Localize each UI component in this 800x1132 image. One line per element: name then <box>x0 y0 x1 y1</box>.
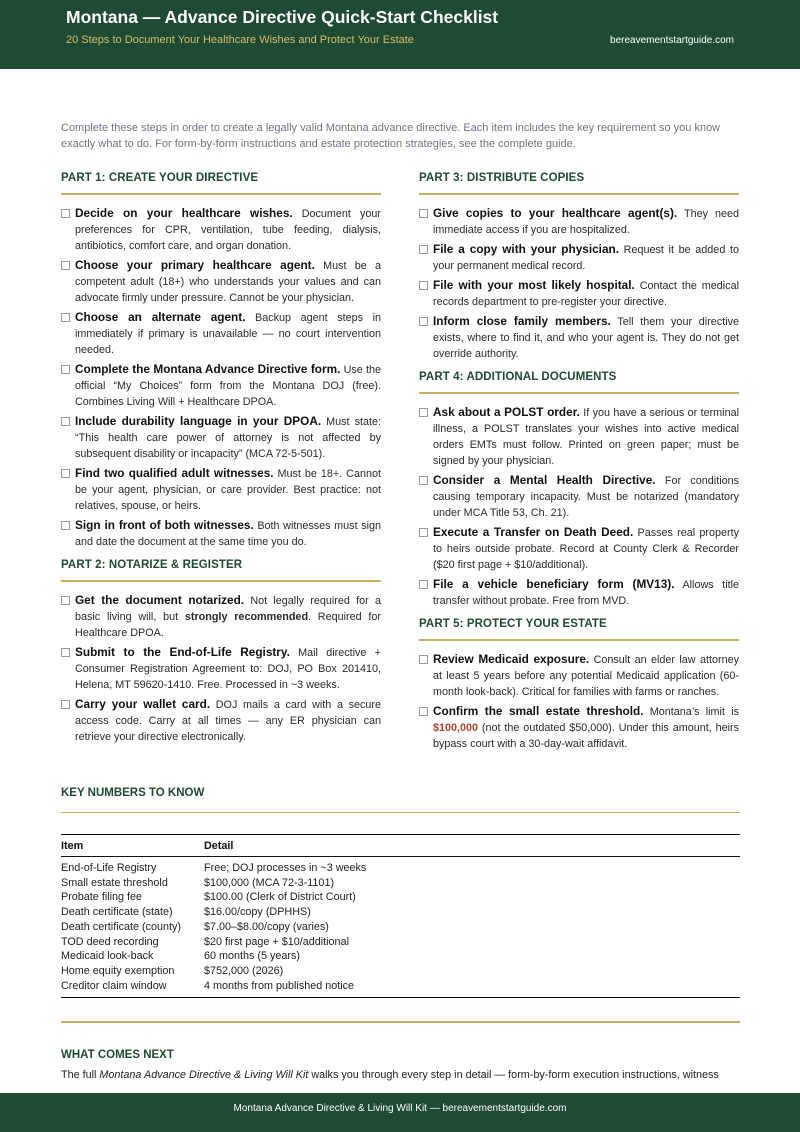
part-2-heading: PART 2: NOTARIZE & REGISTER <box>61 559 381 582</box>
checklist-item: File with your most likely hospital. Contact the medical records department to pre-register your directive. <box>419 277 739 310</box>
checkbox[interactable] <box>61 469 70 478</box>
table-row: Small estate threshold $100,000 (MCA 72-3-1101) <box>61 876 335 889</box>
checklist-item: Consider a Mental Health Directive. For conditions causing temporary incapacity. Must be notarized (mandatory under MCA Title 53, Ch. 21). <box>419 472 739 521</box>
checkbox[interactable] <box>419 476 428 485</box>
checklist-item: File a copy with your physician. Request it be added to your permanent medical record. <box>419 241 739 274</box>
table-row: Medicaid look-back 60 months (5 years) <box>61 950 301 963</box>
page-header <box>0 0 800 69</box>
section-divider <box>61 1021 740 1023</box>
checklist-item: Get the document notarized. Not legally required for a basic living will, but strongly recommended. Required for Healthcare DPOA. <box>61 592 381 641</box>
part-3-heading: PART 3: DISTRIBUTE COPIES <box>419 172 739 195</box>
intro-paragraph: Complete these steps in order to create a legally valid Montana advance directive. Each item includes the key requirement so you know exactly what to do. For form-by-form instructions and estate protection strategies, see the complete guide. <box>61 122 721 150</box>
part-4-list <box>419 404 739 609</box>
table-row: Death certificate (county) $7.00–$8.00/copy (varies) <box>61 920 329 933</box>
checkbox[interactable] <box>61 596 70 605</box>
checklist-item: Choose an alternate agent. Backup agent steps in immediately if primary is unavailable — no court intervention needed. <box>61 309 381 358</box>
part-3-list <box>419 205 739 362</box>
part-4-heading: PART 4: ADDITIONAL DOCUMENTS <box>419 371 739 394</box>
checklist-item: Sign in front of both witnesses. Both witnesses must sign and date the document at the same time you do. <box>61 517 381 550</box>
checkbox[interactable] <box>61 209 70 218</box>
key-numbers-table <box>61 834 740 998</box>
checklist-item: Decide on your healthcare wishes. Document your preferences for CPR, ventilation, tube feeding, dialysis, antibiotics, comfort care, and organ donation. <box>61 205 381 254</box>
checklist-item: Confirm the small estate threshold. Montana’s limit is $100,000 (not the outdated $50,000). Under this amount, heirs bypass court with a 30-day-wait affidavit. <box>419 703 739 752</box>
checklist-item: Review Medicaid exposure. Consult an elder law attorney at least 5 years before any potential Medicaid application (60-month look-back). Critical for families with farms or ranches. <box>419 651 739 700</box>
what-comes-next-heading: WHAT COMES NEXT <box>61 1049 174 1061</box>
checklist-item: Find two qualified adult witnesses. Must be 18+. Cannot be your agent, physician, or care provider. Best practice: not relatives, spouse, or heirs. <box>61 465 381 514</box>
column-header-detail: Detail <box>204 835 740 857</box>
checkbox[interactable] <box>61 521 70 530</box>
checkbox[interactable] <box>419 580 428 589</box>
checkbox[interactable] <box>419 655 428 664</box>
checklist-item: Inform close family members. Tell them your directive exists, where to find it, and who your agent is. They do not get override authority. <box>419 313 739 362</box>
estate-threshold-value: $100,000 <box>433 722 479 734</box>
checkbox[interactable] <box>61 700 70 709</box>
checklist-item: Give copies to your healthcare agent(s). They need immediate access if you are hospitalized. <box>419 205 739 238</box>
checklist-item: Choose your primary healthcare agent. Must be a competent adult (18+) who understands your values and can advocate firmly under pressure. Cannot be your physician. <box>61 257 381 306</box>
right-column <box>419 172 739 755</box>
checkbox[interactable] <box>61 648 70 657</box>
checklist-item: Submit to the End-of-Life Registry. Mail directive + Consumer Registration Agreement to: DOJ, PO Box 201410, Helena, MT 59620-1410. Free. Processed in ~3 weeks. <box>61 644 381 693</box>
page-footer <box>0 1093 800 1132</box>
key-numbers-section <box>61 787 740 992</box>
checkbox[interactable] <box>61 313 70 322</box>
part-2-list <box>61 592 381 745</box>
checklist-item: Ask about a POLST order. If you have a serious or terminal illness, a POLST translates your wishes into active medical orders EMTs must follow. Printed on green paper; must be signed by your physician. <box>419 404 739 469</box>
checkbox[interactable] <box>419 528 428 537</box>
key-numbers-heading: KEY NUMBERS TO KNOW <box>61 787 740 813</box>
column-header-item: Item <box>61 835 204 857</box>
checklist-item: Carry your wallet card. DOJ mails a card with a secure access code. Carry at all times — any ER physician can retrieve your directive electronically. <box>61 696 381 745</box>
checklist-item: Execute a Transfer on Death Deed. Passes real property to heirs outside probate. Record at County Clerk & Recorder ($20 first page + $10/additional). <box>419 524 739 573</box>
checkbox[interactable] <box>419 209 428 218</box>
checkbox[interactable] <box>419 317 428 326</box>
what-comes-next-text: The full Montana Advance Directive & Living Will Kit walks you through every step in detail — form-by-form execution instructions, witness <box>61 1069 719 1081</box>
checkbox[interactable] <box>61 417 70 426</box>
table-header-row <box>61 835 740 857</box>
part-5-heading: PART 5: PROTECT YOUR ESTATE <box>419 618 739 641</box>
checkbox[interactable] <box>61 261 70 270</box>
left-column <box>61 172 381 748</box>
checkbox[interactable] <box>419 245 428 254</box>
checklist-item: File a vehicle beneficiary form (MV13). Allows title transfer without probate. Free from MVD. <box>419 576 739 609</box>
table-row: Probate filing fee $100.00 (Clerk of District Court) <box>61 891 356 904</box>
table-row: Home equity exemption $752,000 (2026) <box>61 964 284 977</box>
footer-text: Montana Advance Directive & Living Will Kit — bereavementstartguide.com <box>233 1103 567 1114</box>
document-title: Montana — Advance Directive Quick-Start Checklist <box>66 7 499 27</box>
part-1-heading: PART 1: CREATE YOUR DIRECTIVE <box>61 172 381 195</box>
checklist-item: Complete the Montana Advance Directive form. Use the official “My Choices” form from the Montana DOJ (free). Combines Living Will + Healthcare DPOA. <box>61 361 381 410</box>
checkbox[interactable] <box>61 365 70 374</box>
header-site-link[interactable]: bereavementstartguide.com <box>610 35 734 46</box>
checkbox[interactable] <box>419 707 428 716</box>
kit-title: Montana Advance Directive & Living Will Kit <box>99 1069 309 1081</box>
table-row: End-of-Life Registry Free; DOJ processes in ~3 weeks <box>61 862 367 874</box>
table-row: TOD deed recording $20 first page + $10/additional <box>61 935 349 948</box>
checkbox[interactable] <box>419 408 428 417</box>
part-5-list <box>419 651 739 752</box>
table-row: Death certificate (state) $16.00/copy (DPHHS) <box>61 906 311 919</box>
table-row: Creditor claim window 4 months from published notice <box>61 979 355 992</box>
document-subtitle: 20 Steps to Document Your Healthcare Wishes and Protect Your Estate <box>66 34 414 46</box>
checklist-item: Include durability language in your DPOA. Must state: “This health care power of attorney is not affected by subsequent disability or incapacity” (MCA 72-5-501). <box>61 413 381 462</box>
checkbox[interactable] <box>419 281 428 290</box>
part-1-list <box>61 205 381 550</box>
